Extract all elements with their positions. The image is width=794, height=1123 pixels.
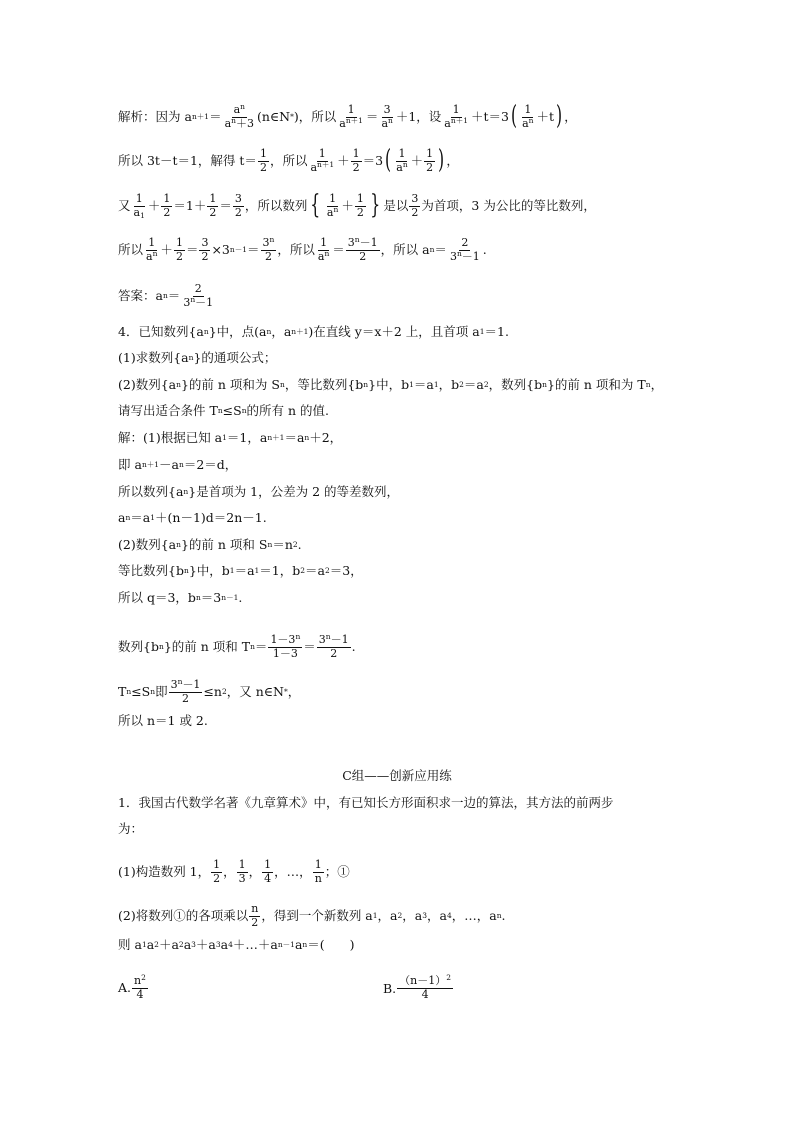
- paren-open: (: [510, 101, 518, 132]
- fraction: $\frac{(n-1)^2}{4}$: [399, 973, 452, 1001]
- fraction: $\frac{1}{3}$: [238, 858, 246, 885]
- option-a[interactable]: [118, 975, 149, 1001]
- solution-label: 解析：: [118, 108, 156, 124]
- fraction: $\frac{3^n-1}{2}$: [347, 235, 378, 263]
- solution4-line-3: 所以数列{a n }是首项为 1，公差为 2 的等差数列，: [118, 484, 400, 499]
- solution-line-3: 又 $\frac{1}{a_1}$ ＋ $\frac{1}{2}$ ＝1＋ $\frac{1}{2}$ ＝ $\frac{3}{2}$ ，所以数列 { $\frac{1}{a^n}$ ＋ $\frac{1}{2}$ } 是以 $\frac{3}{2}$ 为首项，3 为公比的等比数列，: [118, 190, 596, 221]
- brace-open: {: [310, 190, 321, 221]
- fraction: $\frac{1}{a^{n+1}}$: [444, 103, 468, 130]
- option-a-label: A.: [118, 979, 132, 995]
- answer-line: 答案：a n ＝ $\frac{2}{3^n-1}$: [118, 282, 214, 309]
- problem1-text-cont: 为：: [118, 821, 144, 836]
- fraction: $\frac{1}{2}$: [175, 236, 183, 263]
- fraction: $\frac{3^n-1}{2}$: [170, 677, 201, 705]
- fraction: $\frac{1}{a_1}$: [133, 192, 145, 220]
- fraction: $\frac{a^n}{a^n+3}$: [224, 102, 254, 130]
- problem1-step-1: (1)构造数列 1， $\frac{1}{2}$ ， $\frac{1}{3}$ ， $\frac{1}{4}$ ，…， $\frac{1}{n}$ ；①: [118, 858, 350, 885]
- option-b-label: B.: [383, 980, 397, 996]
- paren-open: (: [385, 145, 392, 176]
- fraction: $\frac{3}{2}$: [234, 192, 242, 219]
- section-title: C组——创新应用练: [342, 768, 452, 783]
- fraction: $\frac{2}{3^n-1}$: [449, 236, 480, 263]
- fraction: $\frac{1}{2}$: [163, 192, 171, 219]
- fraction: $\frac{3}{2}$: [201, 236, 209, 263]
- solution4-line-9: T n ≤S n 即 $\frac{3^n-1}{2}$ ≤n 2 ，又 n∈N * ，: [118, 677, 301, 705]
- solution-line-1: 解析： 因为 a n＋1 ＝ $\frac{a^n}{a^n+3}$ (n∈N * )，所以 $\frac{1}{a^{n+1}}$ ＝ $\frac{3}{a^n}$ ＋1，设 $\frac{1}{a^{n+1}}$ ＋t＝3 ( $\frac{1}{a^n}$ ＋t ) ，: [118, 101, 577, 132]
- fraction: $\frac{1}{a^{n+1}}$: [310, 147, 335, 174]
- fraction: $\frac{1}{2}$: [259, 147, 267, 174]
- fraction: $\frac{3}{a^n}$: [381, 103, 393, 130]
- solution4-line-10: 所以 n＝1 或 2.: [118, 713, 208, 728]
- solution4-line-6: 等比数列{b n }中，b 1 ＝a 1 ＝1，b 2 ＝a 2 ＝3，: [118, 563, 363, 578]
- brace-close: }: [370, 190, 381, 221]
- fraction: $\frac{3^n-1}{2}$: [318, 632, 349, 660]
- fraction: $\frac{1}{2}$: [209, 192, 217, 219]
- paren-close: ): [438, 145, 445, 176]
- problem4-stem: 4．已知数列{a n }中，点(a n ，a n＋1 )在直线 y＝x＋2 上，且首项 a 1 ＝1.: [118, 324, 509, 339]
- fraction: $\frac{n^2}{4}$: [134, 973, 146, 1001]
- fraction: $\frac{2}{3^n-1}$: [183, 282, 214, 309]
- solution4-line-4: a n ＝a 1 ＋(n－1)d＝2n－1.: [118, 510, 267, 525]
- fraction: $\frac{1}{a^n}$: [317, 236, 330, 263]
- paren-close: ): [556, 101, 563, 132]
- problem4-question-2: (2)数列{a n }的前 n 项和为 S n ，等比数列{b n }中，b 1 ＝a 1 ，b 2 ＝a 2 ，数列{b n }的前 n 项和为 T n ，: [118, 377, 664, 392]
- fraction: $\frac{1}{a^n}$: [326, 192, 339, 219]
- fraction: $\frac{3^n}{2}$: [262, 235, 275, 263]
- solution-line-4: 所以 $\frac{1}{a^n}$ ＋ $\frac{1}{2}$ ＝ $\frac{3}{2}$ ×3 n－1 ＝ $\frac{3^n}{2}$ ，所以 $\frac{1}{a^n}$ ＝ $\frac{3^n-1}{2}$ ，所以 a n ＝ $\frac{2}{3^n-1}$ .: [118, 235, 487, 263]
- solution-line-2: 所以 3t－t＝1，解得 t＝ $\frac{1}{2}$ ，所以 $\frac{1}{a^{n+1}}$ ＋ $\frac{1}{2}$ ＝3 ( $\frac{1}{a^n}$ ＋ $\frac{1}{2}$ ) ，: [118, 145, 459, 176]
- solution4-line-8: 数列{b n }的前 n 项和 T n ＝ $\frac{1-3^n}{1-3}$ ＝ $\frac{3^n-1}{2}$ .: [118, 632, 356, 660]
- problem4-question-1: (1)求数列{a n }的通项公式；: [118, 350, 277, 365]
- fraction: $\frac{1-3^n}{1-3}$: [270, 632, 301, 660]
- solution4-line-5: (2)数列{a n }的前 n 项和 S n ＝n 2 .: [118, 537, 302, 552]
- fraction: $\frac{1}{2}$: [426, 147, 434, 174]
- problem1-question: 则 a 1 a 2 ＋a 2 a 3 ＋a 3 a 4 ＋…＋a n－1 a n ＝( ): [118, 937, 355, 952]
- solution4-line-1: 解：(1)根据已知 a 1 ＝1，a n＋1 ＝a n ＋2，: [118, 430, 343, 445]
- fraction: $\frac{1}{n}$: [314, 858, 322, 885]
- fraction: $\frac{n}{2}$: [251, 902, 259, 929]
- problem1-step-2: (2)将数列①的各项乘以 $\frac{n}{2}$ ，得到一个新数列 a 1 ，a 2 ，a 3 ，a 4 ，…，a n .: [118, 902, 506, 929]
- fraction: $\frac{1}{a^{n+1}}$: [339, 103, 363, 130]
- fraction: $\frac{1}{2}$: [352, 147, 360, 174]
- fraction: $\frac{1}{a^n}$: [146, 236, 158, 263]
- fraction: $\frac{1}{4}$: [264, 858, 272, 885]
- fraction: $\frac{1}{2}$: [356, 192, 364, 219]
- solution4-line-2: 即 a n＋1 －a n ＝2＝d，: [118, 457, 238, 472]
- problem4-question-2-cont: 请写出适合条件 T n ≤S n 的所有 n 的值.: [118, 403, 330, 418]
- option-b[interactable]: [383, 975, 454, 1001]
- solution4-line-7: 所以 q＝3，b n ＝3 n－1 .: [118, 590, 243, 605]
- fraction: $\frac{1}{a^n}$: [522, 103, 534, 130]
- problem1-text: 1．我国古代数学名著《九章算术》中，有已知长方形面积求一边的算法，其方法的前两步: [118, 795, 614, 810]
- fraction: $\frac{3}{2}$: [411, 192, 419, 219]
- fraction: $\frac{1}{2}$: [213, 858, 221, 885]
- fraction: $\frac{1}{a^n}$: [396, 147, 408, 174]
